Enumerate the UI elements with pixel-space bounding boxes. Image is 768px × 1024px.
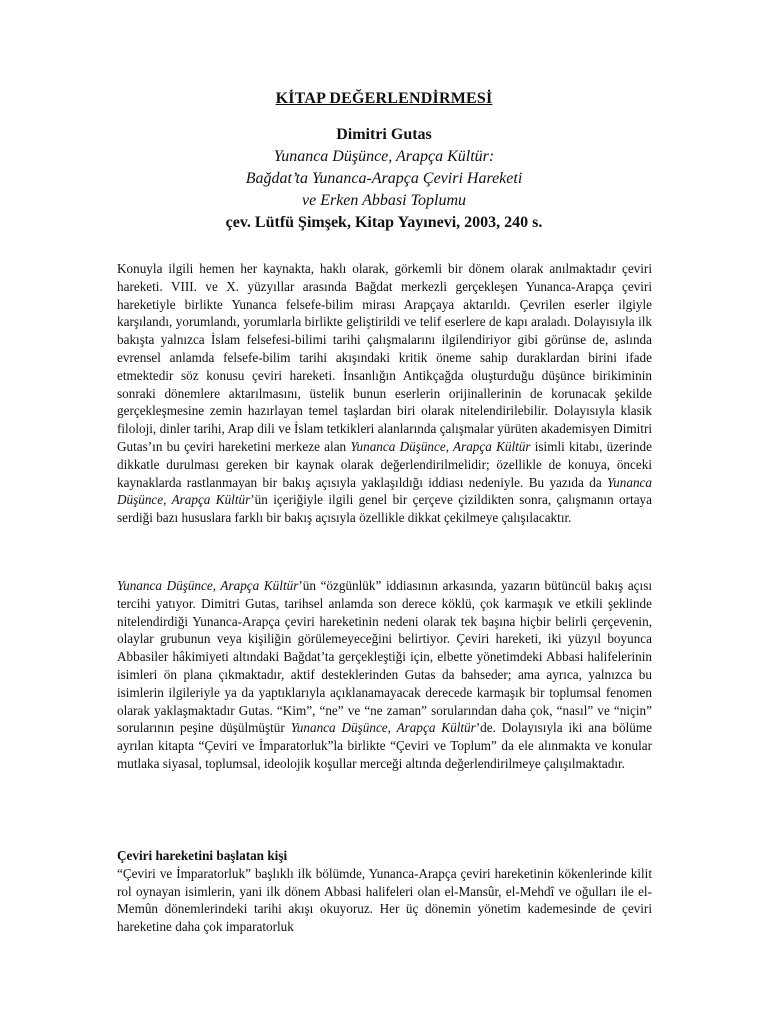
paragraph-1-italic-b: Yunanca Düşünce, Arapça Kültür [117,474,652,508]
paragraph-3: “Çeviri ve İmparatorluk” başlıklı ilk bölümde, Yunanca-Arapça çeviri hareketinin kökenlerinde kilit rol oynayan isimlerin, yani ilk dönem Abbasi halifeleri olan el-Mansûr, el-Mehdî ve oğulları ile el-Memûn dönemlerindeki tarihi akışı okuyoruz. Her üç dönemin yönetim kademesinde de çeviri hareketine daha çok imparatorluk [117,865,652,935]
document-title: KİTAP DEĞERLENDİRMESİ [275,90,493,107]
book-title-line-3: ve Erken Abbasi Toplumu [302,192,466,209]
publication-info: çev. Lütfü Şimşek, Kitap Yayınevi, 2003, 240 s. [225,214,543,231]
section-1 [117,847,652,936]
paragraph-1-text-c: ’ün içeriğiyle ilgili genel bir çerçeve çizildikten sonra, çalışmanın ortaya serdiği bazı hususlara farklı bir bakış açısıyla özellikle dikkat çekilmeye çalışılacaktır. [117,492,652,526]
book-header [0,124,768,234]
book-title-line-1: Yunanca Düşünce, Arapça Kültür: [273,148,495,165]
paragraph-2-italic-b: Yunanca Düşünce, Arapça Kültür [290,720,476,736]
paragraph-2-italic-a: Yunanca Düşünce, Arapça Kültür [117,578,299,593]
book-title-line-2: Bağdat’ta Yunanca-Arapça Çeviri Hareketi [245,170,523,187]
paragraph-1-italic-a: Yunanca Düşünce, Arapça Kültür [350,438,531,454]
book-author: Dimitri Gutas [336,126,432,143]
paragraph-1-text-b: isimli kitabı, üzerinde dikkatle durulması gereken bir kaynak olarak değerlendirilmelidir; özellikle de konuya, önceki kaynaklarda rastlanmayan bir bakış açısıyla yaklaşıldığı iddiası nedeniyle. Bu yazıda da [117,438,652,490]
paragraph-2-text-b: ’de. Dolayısıyla iki ana bölüme ayrılan kitapta “Çeviri ve İmparatorluk”la birlikte “Çeviri ve Toplum” da ele alınmakta ve konular mutlaka siyasal, toplumsal, ideolojik koşullar merceği altında değerlendirilmeye çalışılmaktadır. [117,720,652,771]
paragraph-2 [117,577,652,773]
paragraph-1-text-a: Konuyla ilgili hemen her kaynakta, haklı olarak, görkemli bir dönem olarak anılmaktadır çeviri hareketi. VIII. ve X. yüzyıllar arasında Bağdat merkezli gerçekleşen Yunanca-Arapça çeviri hareketiyle birlikte Yunanca felsefe-bilim mirası Arapçaya aktarıldı. Çevrilen eserler ilgiyle karşılandı, yorumlandı, yorumlarla birlikte geliştirildi ve telif eserlere de kapı araladı. Dolayısıyla ilk bakışta yalnızca İslam felsefesi-bilimi tarihi çalışmalarını ilgilendiriyor gibi görünse de, aslında evrensel anlamda felsefe-bilim tarihi akışındaki kritik öneme sahip duraklardan birini ifade etmektedir söz konusu çeviri hareketi. İnsanlığın Antikçağda oluşturduğu düşünce birikiminin sonraki dönemlere aktarılmasını, üstelik bunun eserlerin orijinallerinin de korunacak şekilde gerçekleşmesine zemin hazırlayan temel taşlardan biri olarak nitelendirilebilir. Dolayısıyla klasik filoloji, dinler tarihi, Arap dili ve İslam tetkikleri alanlarında çalışmalar yürüten akademisyen Dimitri Gutas’ın bu çeviri hareketini merkeze alan [117,261,652,454]
section-heading: Çeviri hareketini başlatan kişi [117,848,288,863]
paragraph-2-text-a: ’ün “özgünlük” iddiasının arkasında, yazarın bütüncül bakış açısı tercihi yatıyor. Dimitri Gutas, tarihsel anlamda son derece köklü, çok karmaşık ve etkili şeklinde nitelendirdiği Yunanca-Arapça çeviri hareketinin nedeni olarak tek başına hiçbir belirli çerçevenin, olaylar grubunun veya kişiliğin görülemeyeceğini belirtiyor. Çeviri hareketi, iki yüzyıl boyunca Abbasiler hâkimiyeti altındaki Bağdat’ta gerçekleştiği için, elbette yönetimdeki Abbasi halifelerinin isimleri ön plana çıkmaktadır, aktif desteklerinden Gutas da bahseder; ama ayrıca, yalnızca bu isimlerin ilgileriyle ya da yaptıklarıyla açıklanamayacak derecede karmaşık bir toplumsal fenomen olarak yaklaşmaktadır Gutas. “Kim”, “ne” ve “ne zaman” sorularından daha çok, “nasıl” ve “niçin” sorularının peşine düşülmüştür [117,578,652,736]
paragraph-1 [117,260,652,527]
